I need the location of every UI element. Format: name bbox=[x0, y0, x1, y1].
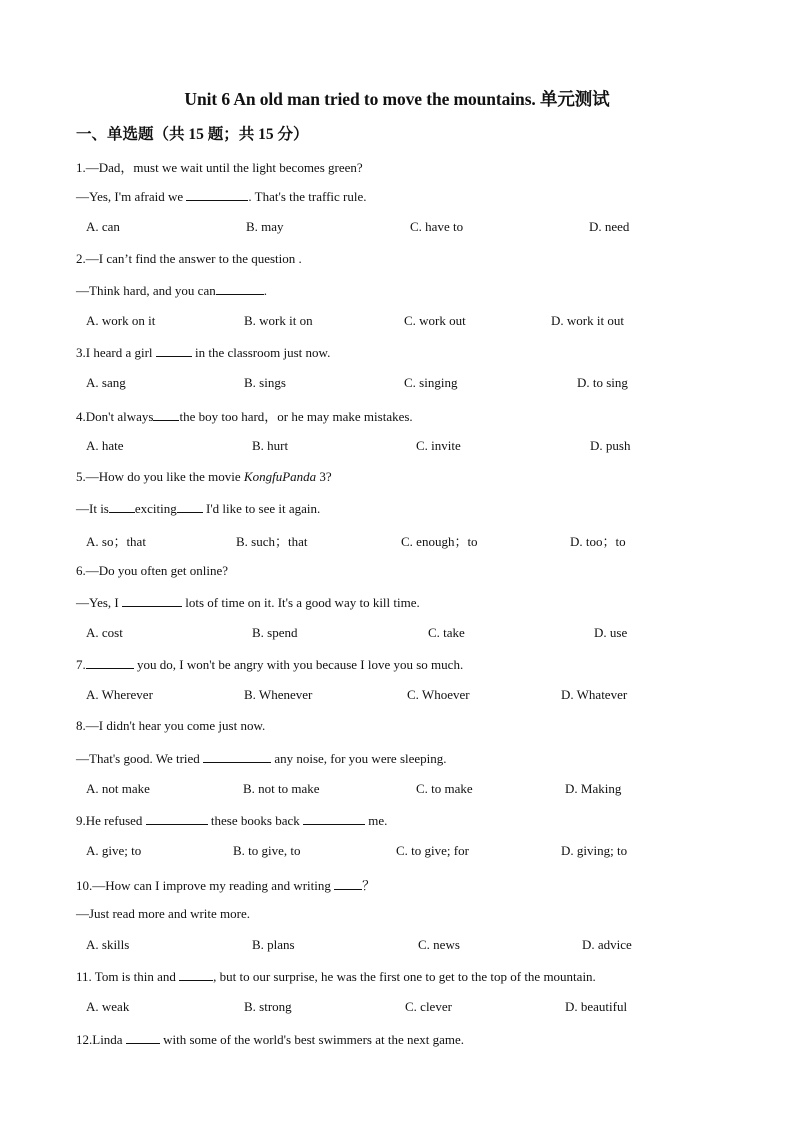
option-d[interactable]: D. to sing bbox=[577, 375, 628, 390]
answer-blank[interactable] bbox=[334, 877, 362, 890]
answer-blank[interactable] bbox=[126, 1031, 160, 1044]
option-b[interactable]: B. hurt bbox=[252, 438, 289, 453]
answer-blank[interactable] bbox=[179, 968, 213, 981]
question-5-answer-line: —It is exciting I'd like to see it again. bbox=[76, 501, 321, 516]
option-c[interactable]: C. to give; for bbox=[396, 843, 469, 858]
option-a[interactable]: A. can bbox=[86, 219, 120, 234]
question-4-stem: 4.Don't always the boy too hard，or he may make mistakes. bbox=[76, 409, 413, 424]
option-d[interactable]: D. Making bbox=[565, 781, 622, 796]
option-c[interactable]: C. singing bbox=[404, 375, 458, 390]
option-c[interactable]: C. clever bbox=[405, 999, 452, 1014]
option-c[interactable]: C. take bbox=[428, 625, 465, 640]
option-b[interactable]: B. work it on bbox=[244, 313, 313, 328]
section-heading: 一、单选题（共 15 题；共 15 分） bbox=[76, 126, 309, 143]
option-d[interactable]: D. need bbox=[589, 219, 630, 234]
option-d[interactable]: D. work it out bbox=[551, 313, 624, 328]
answer-blank[interactable] bbox=[156, 344, 192, 357]
question-1-stem: 1.—Dad，must we wait until the light becomes green? bbox=[76, 160, 363, 175]
option-b[interactable]: B. sings bbox=[244, 375, 286, 390]
option-b[interactable]: B. plans bbox=[252, 937, 295, 952]
option-a[interactable]: A. weak bbox=[86, 999, 130, 1014]
option-d[interactable]: D. advice bbox=[582, 937, 632, 952]
question-9-stem: 9.He refused these books back me. bbox=[76, 813, 388, 828]
option-a[interactable]: A. hate bbox=[86, 438, 124, 453]
option-a[interactable]: A. so；that bbox=[86, 534, 146, 549]
option-a[interactable]: A. skills bbox=[86, 937, 130, 952]
question-8-answer-line: —That's good. We tried any noise, for you were sleeping. bbox=[76, 751, 447, 766]
option-c[interactable]: C. invite bbox=[416, 438, 461, 453]
answer-blank[interactable] bbox=[186, 188, 248, 201]
option-d[interactable]: D. giving; to bbox=[561, 843, 628, 858]
option-d[interactable]: D. Whatever bbox=[561, 687, 628, 702]
page-title: Unit 6 An old man tried to move the mountains. 单元测试 bbox=[184, 89, 610, 109]
option-c[interactable]: C. work out bbox=[404, 313, 466, 328]
question-1-answer-line: —Yes, I'm afraid we . That's the traffic rule. bbox=[76, 189, 367, 204]
question-10-answer-line: —Just read more and write more. bbox=[76, 906, 251, 921]
option-a[interactable]: A. cost bbox=[86, 625, 123, 640]
answer-blank[interactable] bbox=[109, 500, 135, 513]
option-b[interactable]: B. Whenever bbox=[244, 687, 313, 702]
question-5-stem: 5.—How do you like the movie KongfuPanda 3? bbox=[76, 469, 332, 484]
question-11-stem: 11. Tom is thin and , but to our surprise, he was the first one to get to the top of the mountain. bbox=[76, 969, 596, 984]
answer-blank[interactable] bbox=[203, 750, 271, 763]
option-c[interactable]: C. enough；to bbox=[401, 534, 478, 549]
option-a[interactable]: A. sang bbox=[86, 375, 126, 390]
answer-blank[interactable] bbox=[153, 408, 179, 421]
answer-blank[interactable] bbox=[86, 656, 134, 669]
option-b[interactable]: B. not to make bbox=[243, 781, 320, 796]
question-2-stem: 2.—I can’t find the answer to the question . bbox=[76, 251, 302, 266]
option-d[interactable]: D. push bbox=[590, 438, 631, 453]
answer-blank[interactable] bbox=[122, 594, 182, 607]
answer-blank[interactable] bbox=[146, 812, 208, 825]
option-b[interactable]: B. strong bbox=[244, 999, 292, 1014]
option-d[interactable]: D. too；to bbox=[570, 534, 626, 549]
question-8-stem: 8.—I didn't hear you come just now. bbox=[76, 718, 266, 733]
option-a[interactable]: A. Wherever bbox=[86, 687, 153, 702]
option-b[interactable]: B. spend bbox=[252, 625, 298, 640]
question-6-stem: 6.—Do you often get online? bbox=[76, 563, 228, 578]
question-6-answer-line: —Yes, I lots of time on it. It's a good way to kill time. bbox=[76, 595, 420, 610]
option-d[interactable]: D. beautiful bbox=[565, 999, 628, 1014]
question-2-answer-line: —Think hard, and you can . bbox=[76, 283, 267, 298]
question-7-stem: 7. you do, I won't be angry with you because I love you so much. bbox=[76, 657, 464, 672]
option-c[interactable]: C. have to bbox=[410, 219, 464, 234]
answer-blank[interactable] bbox=[177, 500, 203, 513]
option-a[interactable]: A. not make bbox=[86, 781, 150, 796]
option-a[interactable]: A. work on it bbox=[86, 313, 156, 328]
option-c[interactable]: C. Whoever bbox=[407, 687, 470, 702]
option-b[interactable]: B. may bbox=[246, 219, 284, 234]
option-c[interactable]: C. news bbox=[418, 937, 460, 952]
option-c[interactable]: C. to make bbox=[416, 781, 473, 796]
question-12-stem: 12.Linda with some of the world's best swimmers at the next game. bbox=[76, 1032, 465, 1047]
answer-blank[interactable] bbox=[216, 282, 264, 295]
option-b[interactable]: B. such；that bbox=[236, 534, 308, 549]
question-10-stem: 10.—How can I improve my reading and writing ？ bbox=[76, 878, 376, 893]
answer-blank[interactable] bbox=[303, 812, 365, 825]
question-3-stem: 3.I heard a girl in the classroom just now. bbox=[76, 345, 331, 360]
option-d[interactable]: D. use bbox=[594, 625, 628, 640]
option-b[interactable]: B. to give, to bbox=[233, 843, 301, 858]
option-a[interactable]: A. give; to bbox=[86, 843, 142, 858]
